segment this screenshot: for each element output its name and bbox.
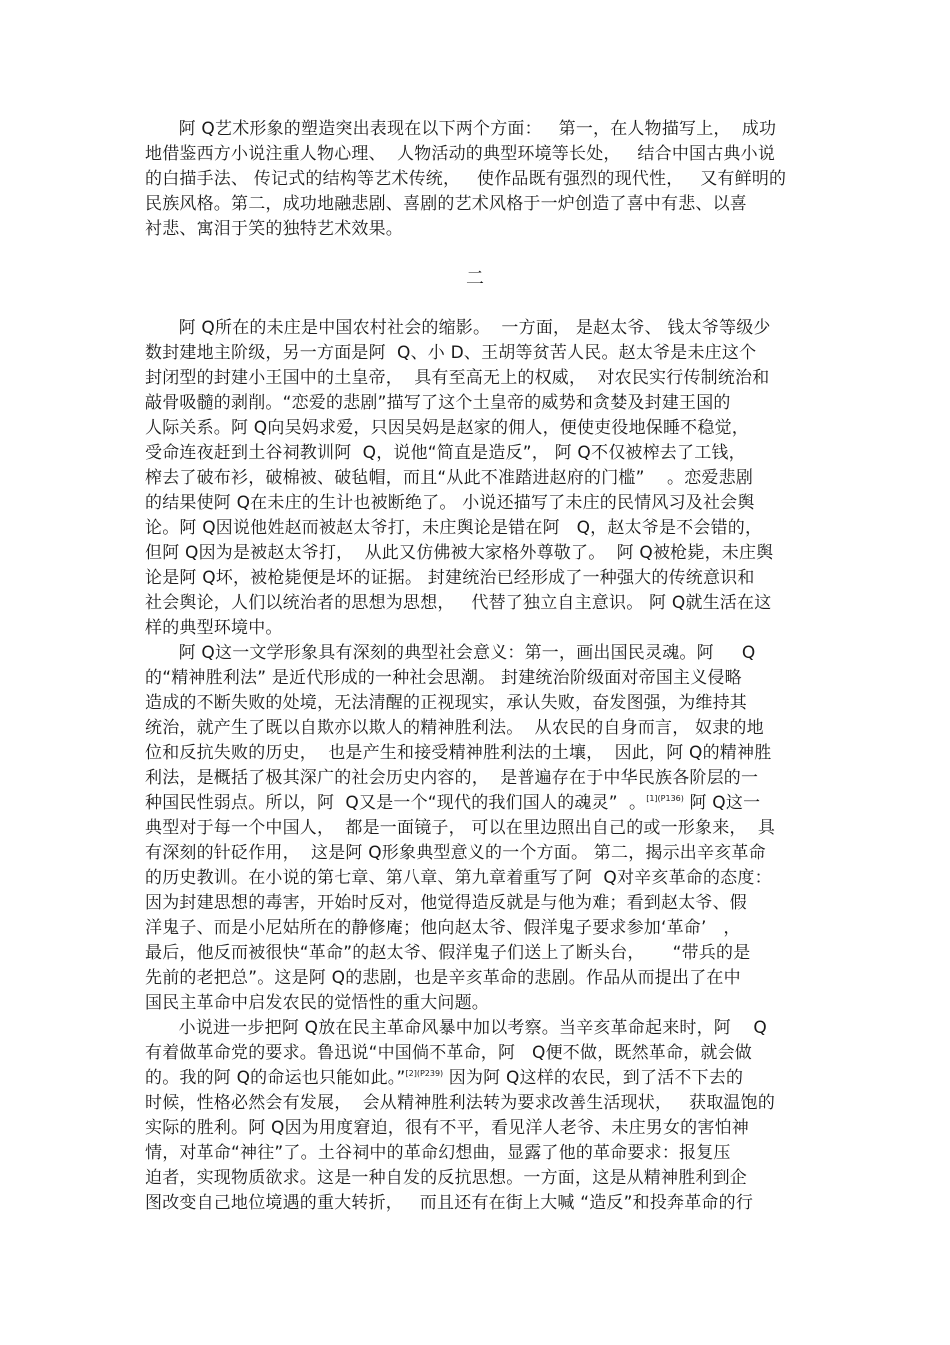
text-line: 图改变自己地位境遇的重大转折， 而且还有在街上大喊 “造反”和投奔革命的行 (145, 1193, 754, 1213)
text-line: 论。阿 Q因说他姓赵而被赵太爷打，未庄舆论是错在阿 Q，赵太爷是不会错的， (145, 518, 763, 538)
text-line: 阿 Q这一文学形象具有深刻的典型社会意义：第一，画出国民灵魂。阿 Q (145, 643, 756, 663)
text-line: 利法，是概括了极其深广的社会历史内容的， 是普遍存在于中华民族各阶层的一 (145, 768, 759, 788)
text-line: 迫者，实现物质欲求。这是一种自发的反抗思想。一方面，这是从精神胜利到企 (145, 1168, 747, 1188)
text-line: 衬悲、寓泪于笑的独特艺术效果。 (145, 219, 403, 239)
text-line: 敲骨吸髓的剥削。“恋爱的悲剧”描写了这个土皇帝的威势和贪婪及封建王国的 (145, 393, 731, 413)
text-line: 但阿 Q因为是被赵太爷打， 从此又仿佛被大家格外尊敬了。 阿 Q被枪毙，未庄舆 (145, 543, 774, 563)
text-line: 最后，他反而被很快“革命”的赵太爷、假洋鬼子们送上了断头台， “带兵的是 (145, 943, 751, 963)
text-line: 国民主革命中启发农民的觉悟性的重大问题。 (145, 993, 489, 1013)
text-line: 人际关系。阿 Q向吴妈求爱，只因吴妈是赵家的佣人，便使吏役地保睡不稳觉， (145, 418, 749, 438)
text-line: 的历史教训。在小说的第七章、第八章、第九章着重写了阿 Q对辛亥革命的态度： (145, 868, 772, 888)
text-line: 位和反抗失败的历史， 也是产生和接受精神胜利法的土壤， 因此，阿 Q的精神胜 (145, 743, 772, 763)
text-line: 民族风格。第二，成功地融悲剧、喜剧的艺术风格于一炉创造了喜中有悲、以喜 (145, 194, 747, 214)
section-heading: 二 (466, 268, 484, 289)
text-line: 洋鬼子、而是小尼姑所在的静修庵；他向赵太爷、假洋鬼子要求参加‘革命’ ， (145, 918, 741, 938)
text-line: 因为封建思想的毒害，开始时反对，他觉得造反就是与他为难；看到赵太爷、假 (145, 893, 747, 913)
citation-ref: [1](P136) (646, 794, 684, 803)
text-line: 论是阿 Q坏，被枪毙便是坏的证据。 封建统治已经形成了一种强大的传统意识和 (145, 568, 755, 588)
paragraph-1 (145, 117, 815, 242)
text-line: 时候，性格必然会有发展， 会从精神胜利法转为要求改善生活现状， 获取温饱的 (145, 1093, 776, 1113)
text-line: 小说进一步把阿 Q放在民主革命风暴中加以考察。当辛亥革命起来时，阿 Q (145, 1018, 768, 1038)
paragraph-2 (145, 316, 815, 1216)
text-line: 的“精神胜利法” 是近代形成的一种社会思潮。 封建统治阶级面对帝国主义侵略 (145, 668, 742, 688)
text-line: 榨去了破布衫，破棉被、破毡帽，而且“从此不准踏进赵府的门槛” 。恋爱悲剧 (145, 468, 754, 488)
text-line: 阿 Q艺术形象的塑造突出表现在以下两个方面： 第一，在人物描写上， 成功 (145, 119, 777, 139)
text-line: 阿 Q所在的未庄是中国农村社会的缩影。 一方面， 是赵太爷、 钱太爷等级少 (145, 318, 771, 338)
text-segment: 的。我的阿 Q的命运也只能如此。” (145, 1068, 406, 1088)
text-line: 受命连夜赶到土谷祠教训阿 Q，说他“简直是造反”， 阿 Q不仅被榨去了工钱， (145, 443, 746, 463)
citation-ref: [2](P239) (405, 1069, 444, 1078)
text-line: 社会舆论，人们以统治者的思想为思想， 代替了独立自主意识。 阿 Q就生活在这 (145, 593, 772, 613)
text-line: 实际的胜利。阿 Q因为用度窘迫，很有不平，看见洋人老爷、未庄男女的害怕神 (145, 1118, 749, 1138)
text-line: 封闭型的封建小王国中的土皇帝， 具有至高无上的权威， 对农民实行传制统治和 (145, 368, 770, 388)
text-line: 的白描手法、 传记式的结构等艺术传统， 使作品既有强烈的现代性， 又有鲜明的 (145, 169, 787, 189)
text-line: 先前的老把总”。这是阿 Q的悲剧，也是辛亥革命的悲剧。作品从而提出了在中 (145, 968, 741, 988)
text-line: 有着做革命党的要求。鲁迅说“中国倘不革命，阿 Q便不做，既然革命，就会做 (145, 1043, 752, 1063)
text-line: 地借鉴西方小说注重人物心理、 人物活动的典型环境等长处， 结合中国古典小说 (145, 144, 776, 164)
text-line: 造成的不断失败的处境，无法清醒的正视现实，承认失败，奋发图强，为维持其 (145, 693, 747, 713)
text-line: 情，对革命“神往”了。土谷祠中的革命幻想曲，显露了他的革命要求：报复压 (145, 1143, 731, 1163)
text-segment: 种国民性弱点。所以，阿 Q又是一个“现代的我们国人的魂灵” 。 (145, 793, 647, 813)
text-segment: 阿 Q这一 (683, 793, 761, 813)
text-line: 样的典型环境中。 (145, 618, 283, 638)
text-line-with-citation (145, 1066, 815, 1091)
text-line: 统治，就产生了既以自欺亦以欺人的精神胜利法。 从农民的自身而言， 奴隶的地 (145, 718, 764, 738)
text-line-with-citation (145, 791, 815, 816)
text-line: 有深刻的针砭作用， 这是阿 Q形象典型意义的一个方面。 第二，揭示出辛亥革命 (145, 843, 766, 863)
text-segment: 因为阿 Q这样的农民，到了活不下去的 (443, 1068, 744, 1088)
text-line: 数封建地主阶级，另一方面是阿 Q、小 D、王胡等贫苦人民。赵太爷是未庄这个 (145, 343, 757, 363)
text-line: 典型对于每一个中国人， 都是一面镜子， 可以在里边照出自己的或一形象来， 具 (145, 818, 776, 838)
text-line: 的结果使阿 Q在未庄的生计也被断绝了。 小说还描写了未庄的民情风习及社会舆 (145, 493, 755, 513)
